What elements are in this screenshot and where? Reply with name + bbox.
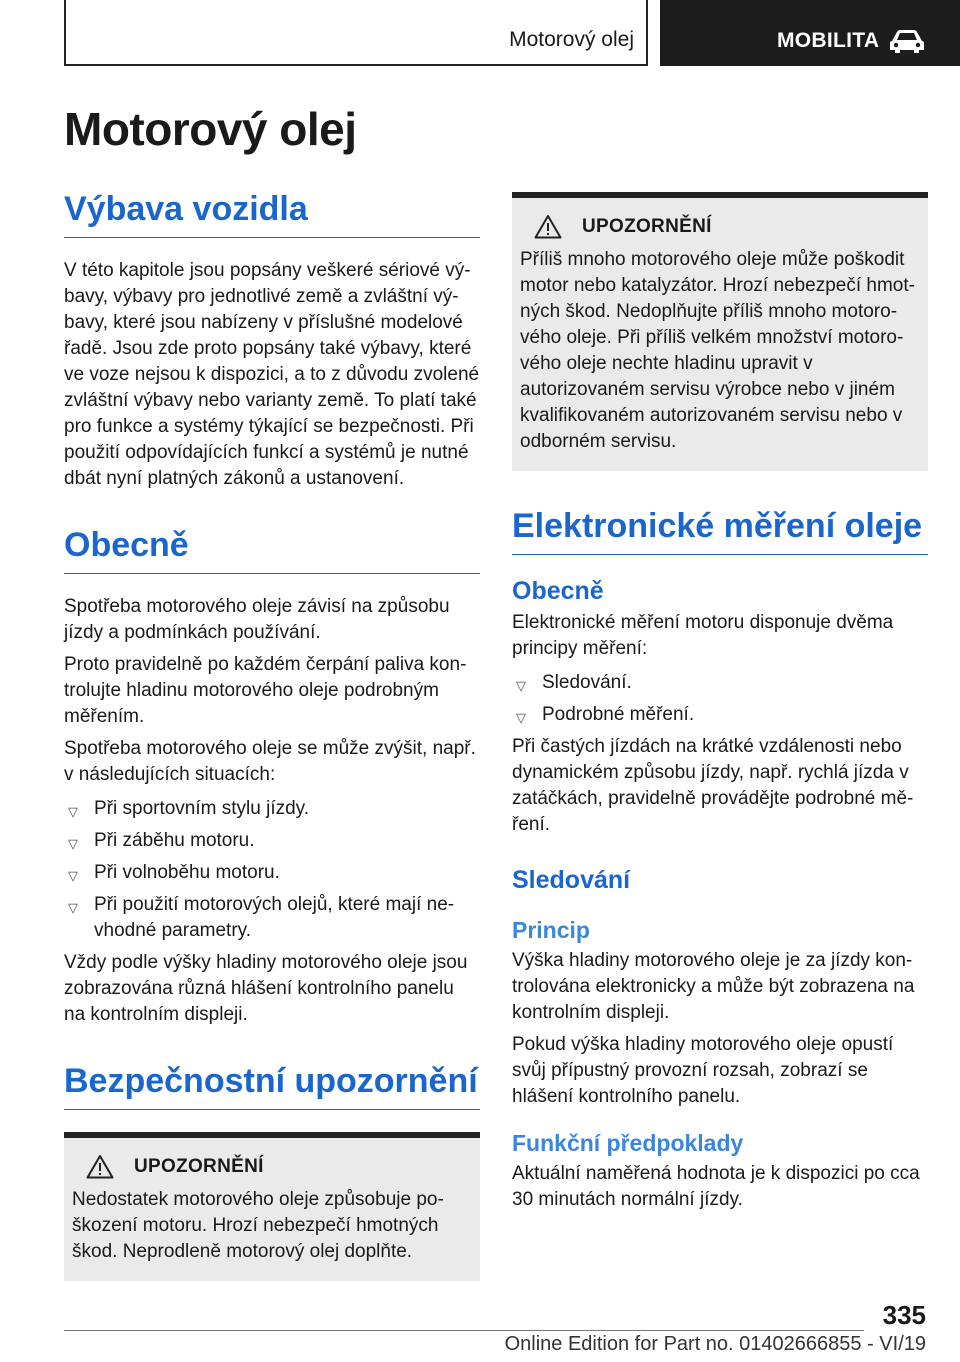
obecne-p4: Vždy podle výšky hladiny motorového oleje jsou zobrazována různá hlášení kontrolního panelu na kontrolním displeji.: [64, 952, 468, 1025]
list-item: ▽ Při záběhu motoru.: [64, 828, 480, 854]
obecne-p3: Spotřeba motorového oleje se může zvýšit, např. v následujících situacích:: [64, 738, 476, 785]
warning-title: UPOZORNĚNÍ: [134, 1155, 264, 1177]
triangle-bullet-icon: ▽: [68, 868, 78, 883]
right-column: [512, 192, 928, 1213]
list-item: ▽ Sledování.: [512, 670, 928, 696]
header-section-box: [64, 0, 648, 66]
list-item: ▽ Při sportovním stylu jízdy.: [64, 796, 480, 822]
situations-list: [64, 796, 480, 944]
header-category-label: MOBILITA: [777, 29, 880, 52]
heading-vybava-vozidla: Výbava vozidla: [64, 190, 480, 238]
warning-box-nedostatek: [64, 1132, 480, 1281]
heading-princip: Princip: [512, 917, 590, 943]
obecne-p2: Proto pravidelně po každém čerpání paliva kon‐trolujte hladinu motorového oleje podrobným měřením.: [64, 654, 467, 727]
heading-bezpecnostni-upozorneni: Bezpečnostní upozornění: [64, 1062, 480, 1110]
triangle-bullet-icon: ▽: [68, 804, 78, 819]
warning-text: Nedostatek motorového oleje způsobuje po‐škození motoru. Hrozí nebezpečí hmotných škod. Neprodleně motorový olej doplňte.: [72, 1189, 444, 1262]
header-section-title: Motorový olej: [509, 28, 634, 51]
header-category-box: [660, 0, 960, 66]
page-title: Motorový olej: [64, 103, 357, 155]
warning-text: Příliš mnoho motorového oleje může poškodit motor nebo katalyzátor. Hrozí nebezpečí hmot‐ných škod. Nedoplňujte příliš mnoho motoro‐vého oleje. Při příliš velkém množství motoro‐vého oleje nechte hladinu upravit v autorizovaném servisu výrobce nebo v jiném kvalifikovaném autorizovaném servisu nebo v odborném servisu.: [520, 249, 915, 452]
heading-funkcni-predpoklady: Funkční předpoklady: [512, 1130, 744, 1156]
heading-elektronicke-mereni: Elektronické měření oleje: [512, 507, 928, 555]
warning-title: UPOZORNĚNÍ: [582, 215, 712, 237]
list-item: ▽ Při volnoběhu motoru.: [64, 860, 480, 886]
predpoklady-text: Aktuální naměřená hodnota je k dispozici po cca 30 minutách normální jízdy.: [512, 1163, 920, 1210]
warning-triangle-icon: [534, 214, 562, 239]
triangle-bullet-icon: ▽: [516, 678, 526, 693]
warning-box-prilis-mnoho: [512, 192, 928, 471]
list-item: ▽ Podrobné měření.: [512, 702, 928, 728]
princip-p2: Pokud výška hladiny motorového oleje opustí svůj přípustný provozní rozsah, zobrazí se hlášení kontrolního panelu.: [512, 1034, 894, 1107]
left-column: [64, 190, 480, 1281]
page-number: 335: [882, 1300, 926, 1330]
heading-obecne-right: Obecně: [512, 577, 604, 605]
elektronicke-text: Elektronické měření motoru disponuje dvěma principy měření:: [512, 612, 894, 659]
triangle-bullet-icon: ▽: [68, 900, 78, 915]
footer-divider: [64, 1330, 864, 1331]
princip-p1: Výška hladiny motorového oleje je za jízdy kon‐trolována elektronicky a může být zobrazena na kontrolním displeji.: [512, 950, 915, 1023]
footer-edition: Online Edition for Part no. 01402666855 - VI/19: [504, 1333, 926, 1355]
heading-sledovani: Sledování: [512, 866, 631, 894]
obecne-p1: Spotřeba motorového oleje závisí na způsobu jízdy a podmínkách používání.: [64, 596, 450, 643]
vybava-text: V této kapitole jsou popsány veškeré sériové vý‐bavy, výbavy pro jednotlivé země a zvláštní vý‐bavy, které jsou nabízeny v příslušné modelové řadě. Jsou zde proto popsány také výbavy, které ve voze nejsou k dispozici, a to z důvodu zvolené zvláštní výbavy nebo varianty země. To platí také pro funkce a systémy týkající se bezpečnosti. Při použití odpovídajících funkcí a systémů je nutné dbát nyní platných zákonů a ustanovení.: [64, 260, 480, 489]
warning-triangle-icon: [86, 1154, 114, 1179]
car-icon: [888, 28, 926, 54]
heading-obecne: Obecně: [64, 526, 480, 574]
list-item: ▽ Při použití motorových olejů, které mají ne‐vhodné parametry.: [68, 894, 455, 941]
elektronicke-p2: Při častých jízdách na krátké vzdálenosti nebo dynamickém způsobu jízdy, např. rychlá jízda v zatáčkách, pravidelně provádějte podrobné mě‐ření.: [512, 736, 914, 835]
triangle-bullet-icon: ▽: [68, 836, 78, 851]
triangle-bullet-icon: ▽: [516, 710, 526, 725]
principles-list: [512, 670, 928, 728]
